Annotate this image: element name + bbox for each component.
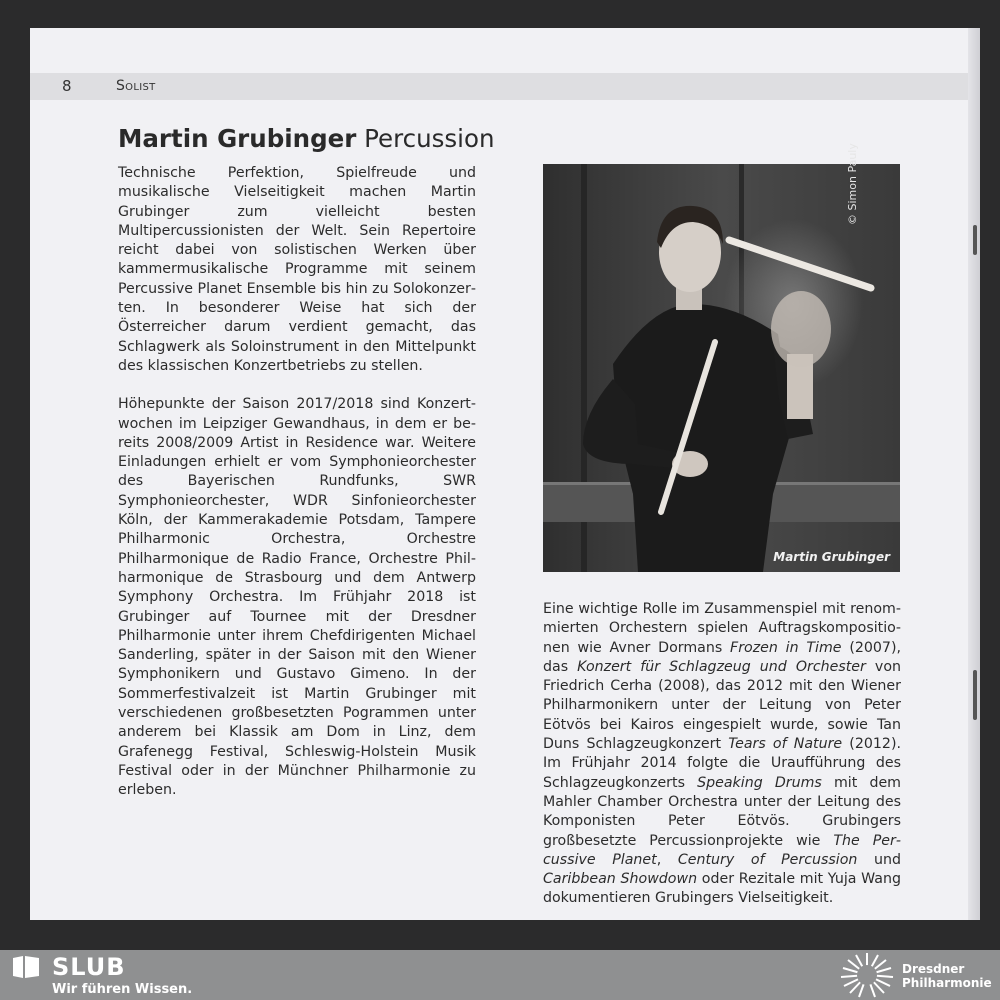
slub-book-icon (13, 956, 39, 978)
work-title: Frozen in Time (730, 639, 842, 656)
header-band (30, 73, 980, 100)
work-title: Caribbean Showdown (543, 871, 698, 888)
biography-right-column (543, 600, 901, 928)
dresdner-philharmonie-name (902, 962, 992, 990)
text-run: und (857, 851, 901, 868)
booklet-page (30, 28, 980, 920)
section-label: Solist (116, 78, 156, 94)
text-run: (2007), das (543, 639, 901, 675)
biography-paragraph-1: Technische Perfektion, Spielfreude und musikalische Vielseitigkeit machen Martin Grubinger zum vielleicht besten Multipercussionisten der Welt. Sein Repertoire reicht dabei von solistischen Werken über kammermusikalische Programme mit seinem Percussive Planet Ensemble bis hin zu Solokonzerten. In besonderer Weise hat sich der Österreicher darum verdient gemacht, das Schlagwerk als Soloinstrument in den Mittelpunkt des klassischen Konzertbetriebs zu stellen. (118, 165, 476, 374)
work-title: Konzert für Schlagzeug und Orchester (577, 658, 866, 675)
biography-paragraph-3 (543, 600, 901, 909)
work-title: Tears of Nature (728, 736, 843, 753)
binding-staple (973, 670, 977, 720)
text-run: oder Rezitale mit Yuja Wang dokumentieren Grubingers Vielseitigkeit. (543, 871, 901, 907)
text-run: (2012). Im Frühjahr 2014 folgte die Uraufführung des Schlagzeugkonzerts (543, 736, 901, 791)
page-edge (968, 28, 980, 920)
artist-photo (543, 164, 900, 572)
page-number: 8 (62, 77, 72, 95)
text-run: mit dem Mahler Chamber Orchestra unter der Leitung des Komponisten Peter Eötvös. Grubingers großbesetzte Percussionprojekte wie (543, 774, 901, 849)
work-title: Century of Percussion (677, 851, 858, 868)
title-name: Martin Grubinger (118, 124, 357, 153)
slub-tagline: Wir führen Wissen. (52, 982, 193, 997)
slub-name: SLUB (52, 953, 126, 981)
work-title: Speaking Drums (697, 774, 822, 791)
text-run: Eine wichtige Rolle im Zusammenspiel mit renommierten Orchestern spielen Auftragskompositionen wie Avner Dormans (543, 601, 901, 656)
artist-photo-illustration (543, 164, 900, 572)
binding-staple (973, 225, 977, 255)
text-run: , (656, 851, 678, 868)
biography-left-column (118, 164, 476, 820)
photo-credit: © Simon Pauly (846, 143, 859, 225)
page-title (118, 124, 495, 153)
biography-paragraph-2: Höhepunkte der Saison 2017/2018 sind Konzertwochen im Leipziger Gewandhaus, in dem er bereits 2008/2009 Artist in Residence war. Weitere Einladungen erhielt er vom Symphonieorchester des Bayerischen Rundfunks, SWR Symphonieorchester, WDR Sinfonieorchester Köln, der Kammerakademie Potsdam, Tampere Philharmonic Orchestra, Orchestre Philharmonique de Radio France, Orchestre Philharmonique de Strasbourg und dem Antwerp Symphony Orchestra. Im Frühjahr 2018 ist Grubinger auf Tournee mit der Dresdner Philharmonie unter ihrem Chefdirigenten Michael Sanderling, später in der Saison mit den Wiener Symphonikern und Gustavo Gimeno. In der Sommerfestivalzeit ist Martin Grubinger mit verschiedenen großbesetzten Pogrammen unter anderem bei Klassik am Dom in Linz, dem Grafenegg Festival, Schleswig-Holstein Musik Festival oder in der Münchner Philharmonie zu erleben. (118, 396, 476, 799)
footer-bar (0, 950, 1000, 1000)
dresdner-philharmonie-sunburst-icon (840, 952, 894, 998)
title-role: Percussion (364, 124, 495, 153)
text-run: von Friedrich Cerha (2008), das 2012 mit den Wiener Philharmonikern unter der Leitung von Peter Eötvös bei Kairos eingespielt wurde, sowie Tan Duns Schlagzeugkonzert (543, 658, 901, 753)
dp-line-2: Philharmonie (902, 976, 992, 990)
dp-line-1: Dresdner (902, 962, 965, 976)
photo-caption: Martin Grubinger (773, 550, 890, 564)
work-title: The Percussive Planet (543, 832, 901, 868)
